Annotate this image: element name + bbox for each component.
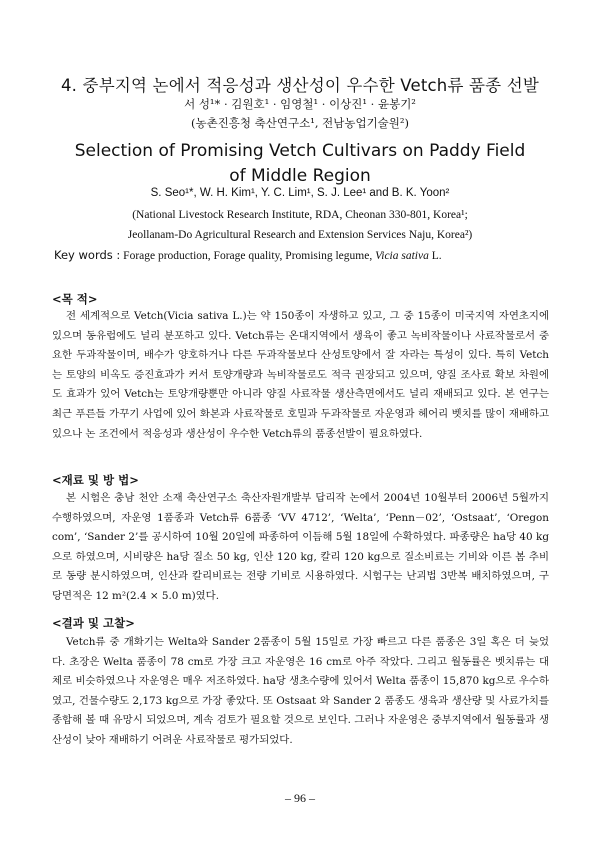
keywords-label: Key words : — [54, 248, 121, 262]
english-title-line-1: Selection of Promising Vetch Cultivars on Paddy Field — [74, 141, 526, 161]
korean-authors: 서 성¹* · 김원호¹ · 임영철¹ · 이상진¹ · 윤봉기² — [184, 97, 416, 111]
keywords-text: Forage production, Forage quality, Promising legume, — [123, 250, 373, 262]
english-affiliation — [0, 205, 600, 245]
page-number: – 96 – — [285, 791, 315, 805]
keywords-species: Vicia sativa — [375, 250, 429, 262]
english-title — [0, 139, 600, 189]
methods-heading: <재료 및 방 법> — [52, 473, 139, 487]
results-paragraph: Vetch류 중 개화기는 Welta와 Sander 2품종이 5월 15일로 가장 빠르고 다른 품종은 3일 혹은 더 늦었다. 초장은 Welta 품종이 78 cm로 가장 크고 자운영은 16 cm로 아주 작았다. 그리고 월동률은 벳치류는 대체로 비슷하였으나 자운영은 매우 저조하였다. ha당 생초수량에 있어서 Welta 품종이 15,870 kg으로 우수하였고, 건물수량도 2,173 kg으로 가장 좋았다. 또 Ostsaat 와 Sander 2 품종도 생육과 생산량 및 사료가치를 종합해 볼 때 유망시 되었으며, 계속 검토가 필요할 것으로 보인다. 그러나 자운영은 중부지역에서 월동률과 생산성이 낮아 재배하기 어려운 사료작물로 평가되었다. — [52, 636, 549, 746]
keywords — [54, 248, 554, 262]
purpose-heading: <목 적> — [52, 292, 98, 306]
keywords-end: L. — [431, 250, 442, 262]
methods-paragraph: 본 시험은 충남 천안 소재 축산연구소 축산자원개발부 답리작 논에서 2004년 10월부터 2006년 5월까지 수행하였으며, 자운영 1품종과 Vetch류 6품종 ‘VV 4712’, ‘Welta’, ‘Penn－02’, ‘Ostsaat’, ‘Oregon com’, ‘Sander 2’를 공시하여 10월 20일에 파종하여 이듬해 5월 18일에 수확하였다. 파종량은 ha당 40 kg으로 하였으며, 시비량은 ha당 질소 50 kg, 인산 120 kg, 칼리 120 kg으로 질소비료는 기비와 이른 봄 추비로 동량 분시하였으며, 인산과 칼리비료는 전량 기비로 시용하였다. 시험구는 난괴법 3반복 배치하였으며, 구당면적은 12 m²(2.4 × 5.0 m)였다. — [52, 492, 549, 602]
english-title-line-2: of Middle Region — [229, 166, 371, 186]
korean-affiliation: (농촌진흥청 축산연구소¹, 전남농업기술원²) — [190, 116, 409, 130]
english-affiliation-line-1: (National Livestock Research Institute, RDA, Cheonan 330-801, Korea¹; — [132, 209, 468, 221]
korean-title: 4. 중부지역 논에서 적응성과 생산성이 우수한 Vetch류 품종 선발 — [60, 76, 540, 95]
results-heading: <결과 및 고찰> — [52, 616, 135, 630]
purpose-paragraph: 전 세계적으로 Vetch(Vicia sativa L.)는 약 150종이 자생하고 있고, 그 중 15종이 미국지역 자연초지에 있으며 동유럽에도 널리 분포하고 있다. Vetch류는 온대지역에서 생육이 좋고 녹비작물이나 사료작물로서 중요한 두과작물이며, 배수가 양호하거나 다른 두과작물보다 산성토양에서 잘 자라는 특성이 있다. 특히 Vetch는 토양의 비옥도 증진효과가 커서 토양개량과 녹비작물로도 적극 권장되고 있으며, 양질 조사료 확보 차원에도 효과가 있어 Vetch는 토양개량뿐만 아니라 양질 사료작물 생산측면에서도 널리 재배되고 있다. 본 연구는 최근 푸른들 가꾸기 사업에 있어 화본과 사료작물로 호밀과 두과작물로 자운영과 헤어리 벳치를 많이 재배하고 있으나 논 조건에서 적응성과 생산성이 우수한 Vetch류의 품종선발이 필요하였다. — [52, 310, 549, 440]
english-affiliation-line-2: Jeollanam-Do Agricultural Research and Extension Services Naju, Korea²) — [127, 229, 473, 241]
english-authors: S. Seo¹*, W. H. Kim¹, Y. C. Lim¹, S. J. Lee¹ and B. K. Yoon² — [150, 187, 450, 199]
